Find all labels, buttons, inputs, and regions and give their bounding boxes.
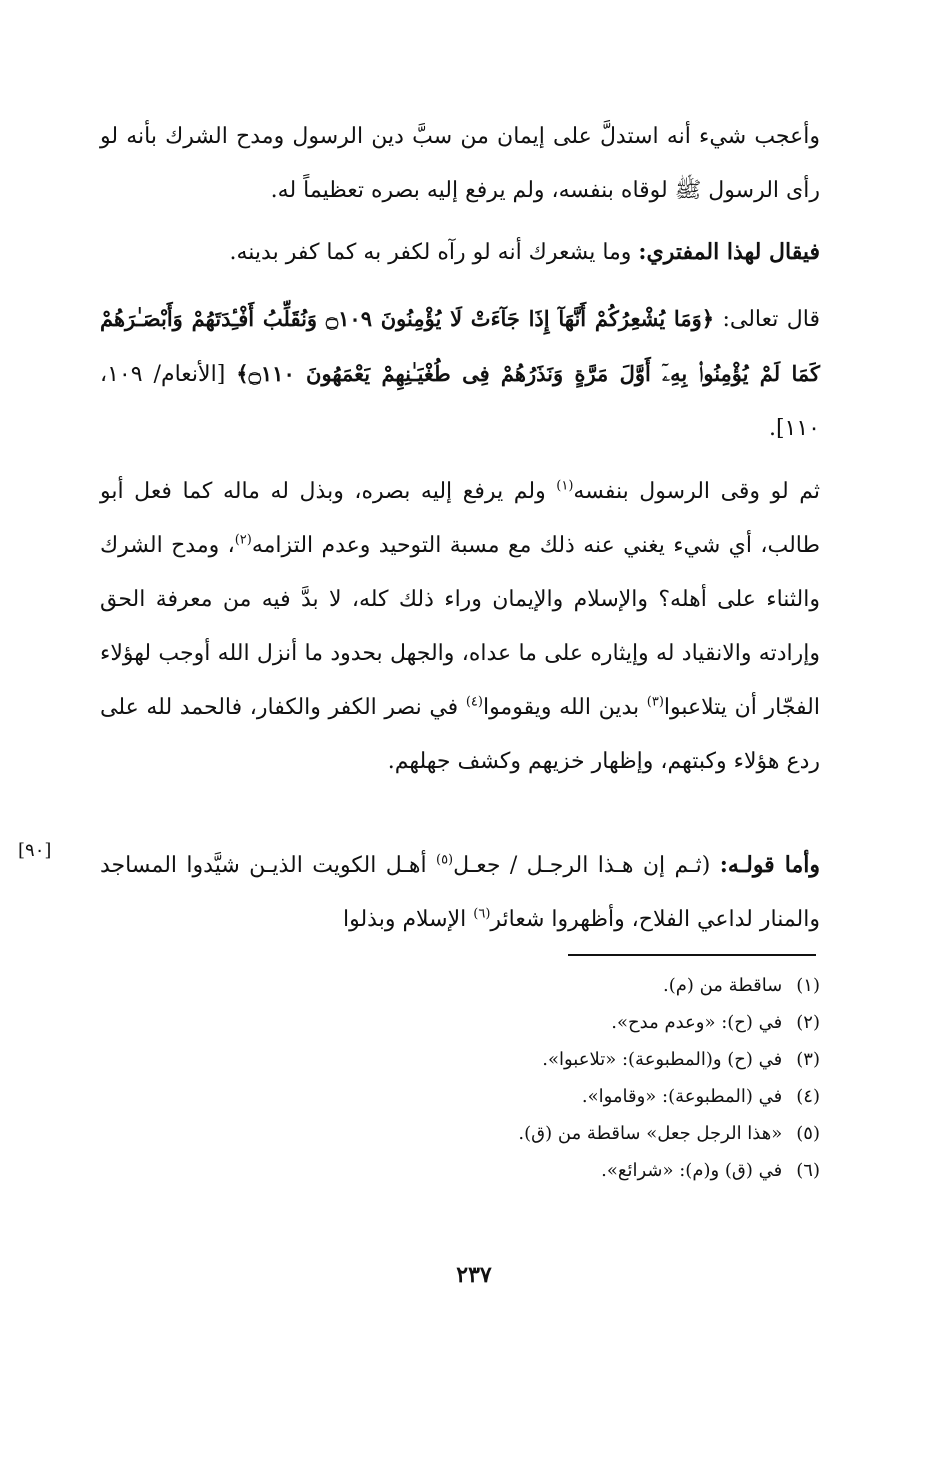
footnote-item xyxy=(260,1115,820,1152)
paragraph-quran-quote xyxy=(100,292,820,456)
paragraph-4-text-e: في نصر الكفر والكفار، فالحمد لله على ردع هؤلاء وكبتهم، وإظهار خزيهم وكشف جهلهم. xyxy=(100,695,820,774)
paragraph-4-text-b: ولم يرفع إليه بصره، وبذل له ماله كما فعل أبو طالب، أي شيء يغني عنه ذلك مع مسبة التوحيد وعدم التزامه xyxy=(100,479,820,558)
footnote-item xyxy=(260,1041,820,1078)
footnotes xyxy=(260,967,820,1189)
footnote-text: في (المطبوعة): «وقاموا». xyxy=(581,1086,783,1107)
quran-reference: [الأنعام/ ١٠٩، ١١٠]. xyxy=(100,362,820,441)
paragraph-2 xyxy=(100,225,820,280)
paragraph-4-text-a: ثم لو وقى الرسول بنفسه xyxy=(573,479,820,504)
footnote-ref-1[interactable]: (١) xyxy=(556,478,574,494)
footnote-text: ساقطة من (م). xyxy=(662,975,783,996)
footnote-ref-2[interactable]: (٢) xyxy=(234,532,252,548)
footnote-number: (٥) xyxy=(796,1123,820,1144)
paragraph-2-lead: فيقال لهذا المفتري: xyxy=(638,239,820,265)
quran-verse: ﴿وَمَا يُشْعِرُكُمْ أَنَّهَآ إِذَا جَآءَتْ لَا يُؤْمِنُونَ ۝١٠٩ وَنُقَلِّبُ أَفْـِٔدَتَهُمْ وَأَبْصَـٰرَهُمْ كَمَا لَمْ يُؤْمِنُوا۟ بِهِۦٓ أَوَّلَ مَرَّةٍ وَنَذَرُهُمْ فِى طُغْيَـٰنِهِمْ يَعْمَهُونَ ۝١١٠﴾ xyxy=(100,306,821,386)
paragraph-5-text-b: أهـل الكويت الذيـن شيَّدوا المساجد والمنار لداعي الفلاح، وأظهروا شعائر xyxy=(100,853,820,932)
footnote-item xyxy=(260,967,820,1004)
footnote-text: في (ح): «وعدم مدح». xyxy=(611,1012,783,1033)
footnote-text: في (ق) و(م): «شرائع». xyxy=(601,1160,783,1181)
footnote-text: «هذا الرجل جعل» ساقطة من (ق). xyxy=(518,1123,783,1144)
footnote-ref-5[interactable]: (٥) xyxy=(435,852,454,868)
paragraph-5 xyxy=(100,838,820,947)
footnote-number: (٣) xyxy=(796,1049,820,1070)
paragraph-1 xyxy=(100,110,820,218)
margin-page-marker: [٩٠] xyxy=(18,840,52,861)
paragraph-4-text-c: ، ومدح الشرك والثناء على أهله؟ والإسلام والإيمان وراء ذلك كله، لا بدَّ فيه من معرفة الحق وإرادته والانقياد له وإيثاره على ما عداه، والجهل بحدود ما أنزل الله أوجب لهؤلاء الفجّار أن يتلاعبوا xyxy=(100,533,820,720)
footnote-ref-3[interactable]: (٣) xyxy=(646,694,664,710)
footnote-item xyxy=(260,1004,820,1041)
footnote-number: (٦) xyxy=(796,1160,820,1181)
footnote-text: في (ح) و(المطبوعة): «تلاعبوا». xyxy=(542,1049,783,1070)
footnote-item xyxy=(260,1152,820,1189)
paragraph-4-text-d: بدين الله ويقوموا xyxy=(482,695,647,720)
footnote-number: (٤) xyxy=(796,1086,820,1107)
paragraph-4 xyxy=(100,465,820,789)
page-number: ٢٣٧ xyxy=(456,1262,492,1288)
footnote-divider xyxy=(568,954,816,956)
footnote-ref-4[interactable]: (٤) xyxy=(465,694,483,710)
paragraph-5-lead: وأما قولـه: xyxy=(719,852,820,878)
footnote-ref-6[interactable]: (٦) xyxy=(473,906,491,922)
paragraph-2-text: وما يشعرك أنه لو رآه لكفر به كما كفر بدينه. xyxy=(229,240,639,265)
footnote-number: (١) xyxy=(796,975,820,996)
paragraph-1-text: وأعجب شيء أنه استدلَّ على إيمان من سبَّ دين الرسول ومدح الشرك بأنه لو رأى الرسول ﷺ لوقاه بنفسه، ولم يرفع إليه بصره تعظيماً له. xyxy=(100,124,820,203)
quran-intro: قال تعالى: xyxy=(714,307,820,332)
footnote-number: (٢) xyxy=(796,1012,820,1033)
paragraph-5-text-c: الإسلام وبذلوا xyxy=(342,907,474,932)
paragraph-5-text-a: (ثـم إن هـذا الرجـل / جعـل xyxy=(453,853,720,878)
footnote-item xyxy=(260,1078,820,1115)
